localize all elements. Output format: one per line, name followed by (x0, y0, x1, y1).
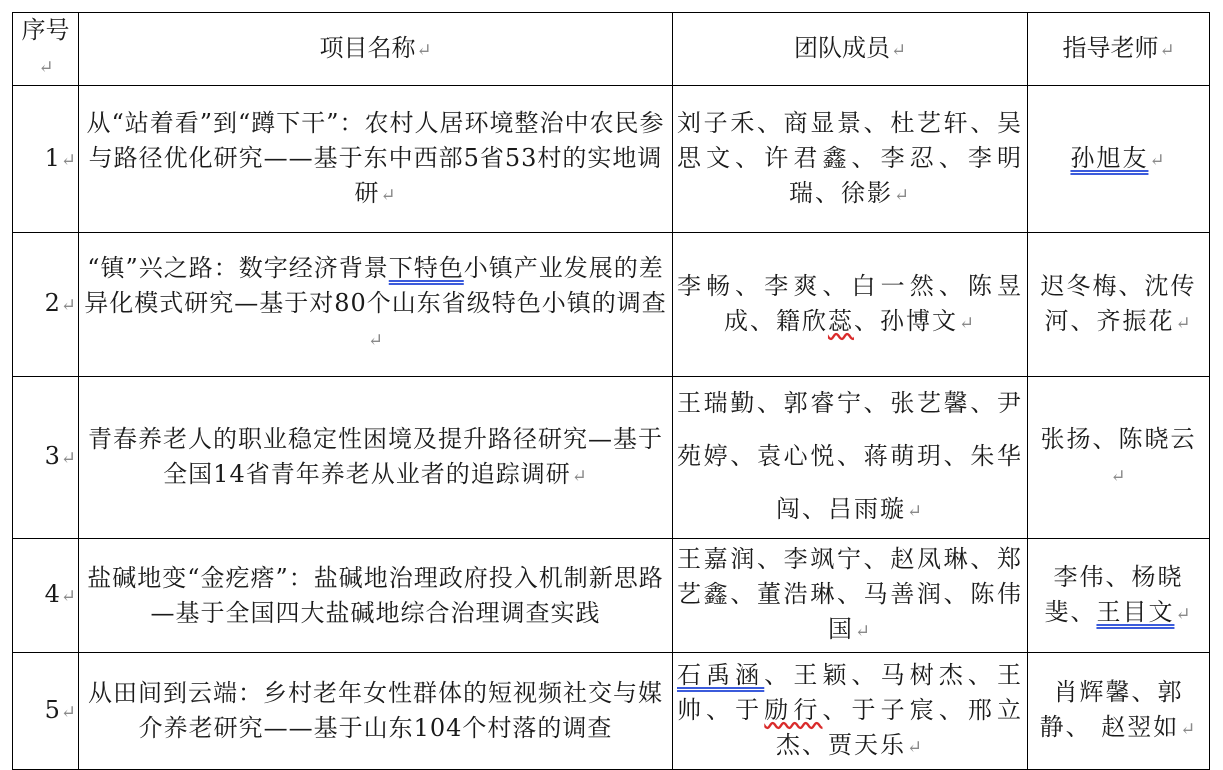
row-number: 3↵ (13, 377, 79, 539)
paragraph-mark-icon: ↵ (1110, 465, 1128, 487)
paragraph-mark-icon: ↵ (893, 184, 912, 206)
paragraph-mark-icon: ↵ (367, 330, 385, 351)
table-row (13, 86, 1210, 233)
advisor: 李伟、杨晓斐、王目文↵ (1028, 539, 1210, 653)
paragraph-mark-icon: ↵ (906, 501, 925, 522)
header-num: 序号↵ (13, 13, 79, 86)
paragraph-mark-icon: ↵ (60, 448, 76, 469)
team-members: 王嘉润、李飒宁、赵凤琳、郑艺鑫、董浩琳、马善润、陈伟国↵ (673, 539, 1028, 653)
row-number: 2↵ (13, 233, 79, 377)
advisor: 肖辉馨、郭静、 赵翌如↵ (1028, 653, 1210, 770)
table-row (13, 653, 1210, 770)
project-name: 青春养老人的职业稳定性困境及提升路径研究—基于全国14省青年养老从业者的追踪调研↵ (79, 377, 673, 539)
paragraph-mark-icon: ↵ (60, 586, 76, 607)
paragraph-mark-icon: ↵ (60, 149, 76, 171)
row-number: 4↵ (13, 539, 79, 653)
team-members: 王瑞勤、郭睿宁、张艺馨、尹苑婷、袁心悦、蒋萌玥、朱华闯、吕雨璇↵ (673, 377, 1028, 539)
row-number: 1↵ (13, 86, 79, 233)
table-row (13, 539, 1210, 653)
paragraph-mark-icon: ↵ (60, 701, 76, 723)
paragraph-mark-icon: ↵ (416, 39, 432, 61)
project-name: 从“站着看”到“蹲下干”：农村人居环境整治中农民参与路径优化研究——基于东中西部5省53村的实地调研↵ (79, 86, 673, 233)
team-members: 刘子禾、商显景、杜艺轩、吴思文、许君鑫、李忍、李明瑞、徐影↵ (673, 86, 1028, 233)
project-name: “镇”兴之路：数字经济背景下特色小镇产业发展的差异化模式研究—基于对80个山东省级特色小镇的调查↵ (79, 233, 673, 377)
paragraph-mark-icon: ↵ (38, 57, 54, 78)
header-project: 项目名称↵ (79, 13, 673, 86)
paragraph-mark-icon: ↵ (380, 184, 397, 206)
advisor: 迟冬梅、沈传河、齐振花↵ (1028, 233, 1210, 377)
paragraph-mark-icon: ↵ (571, 465, 588, 487)
paragraph-mark-icon: ↵ (906, 736, 925, 758)
team-members: 石禹涵、王颖、马树杰、王帅、于励行、于子宸、邢立杰、贾天乐↵ (673, 653, 1028, 770)
table-row (13, 377, 1210, 539)
paragraph-mark-icon: ↵ (1149, 149, 1167, 171)
paragraph-mark-icon: ↵ (1159, 39, 1175, 61)
paragraph-mark-icon: ↵ (1180, 719, 1198, 740)
paragraph-mark-icon: ↵ (1175, 312, 1193, 334)
advisor: 张扬、陈晓云↵ (1028, 377, 1210, 539)
paragraph-mark-icon: ↵ (890, 39, 907, 61)
project-table (12, 12, 1210, 770)
project-name: 盐碱地变“金疙瘩”：盐碱地治理政府投入机制新思路—基于全国四大盐碱地综合治理调查实践 (79, 539, 673, 653)
header-team: 团队成员↵ (673, 13, 1028, 86)
team-members: 李畅、李爽、白一然、陈昱成、籍欣蕊、孙博文↵ (673, 233, 1028, 377)
table-row (13, 233, 1210, 377)
paragraph-mark-icon: ↵ (1175, 603, 1193, 625)
project-name: 从田间到云端：乡村老年女性群体的短视频社交与媒介养老研究——基于山东104个村落的调查 (79, 653, 673, 770)
paragraph-mark-icon: ↵ (958, 312, 977, 334)
advisor: 孙旭友↵ (1028, 86, 1210, 233)
table-header-row (13, 13, 1210, 86)
paragraph-mark-icon: ↵ (854, 621, 873, 642)
header-advisor: 指导老师↵ (1028, 13, 1210, 86)
paragraph-mark-icon: ↵ (60, 295, 76, 316)
row-number: 5↵ (13, 653, 79, 770)
